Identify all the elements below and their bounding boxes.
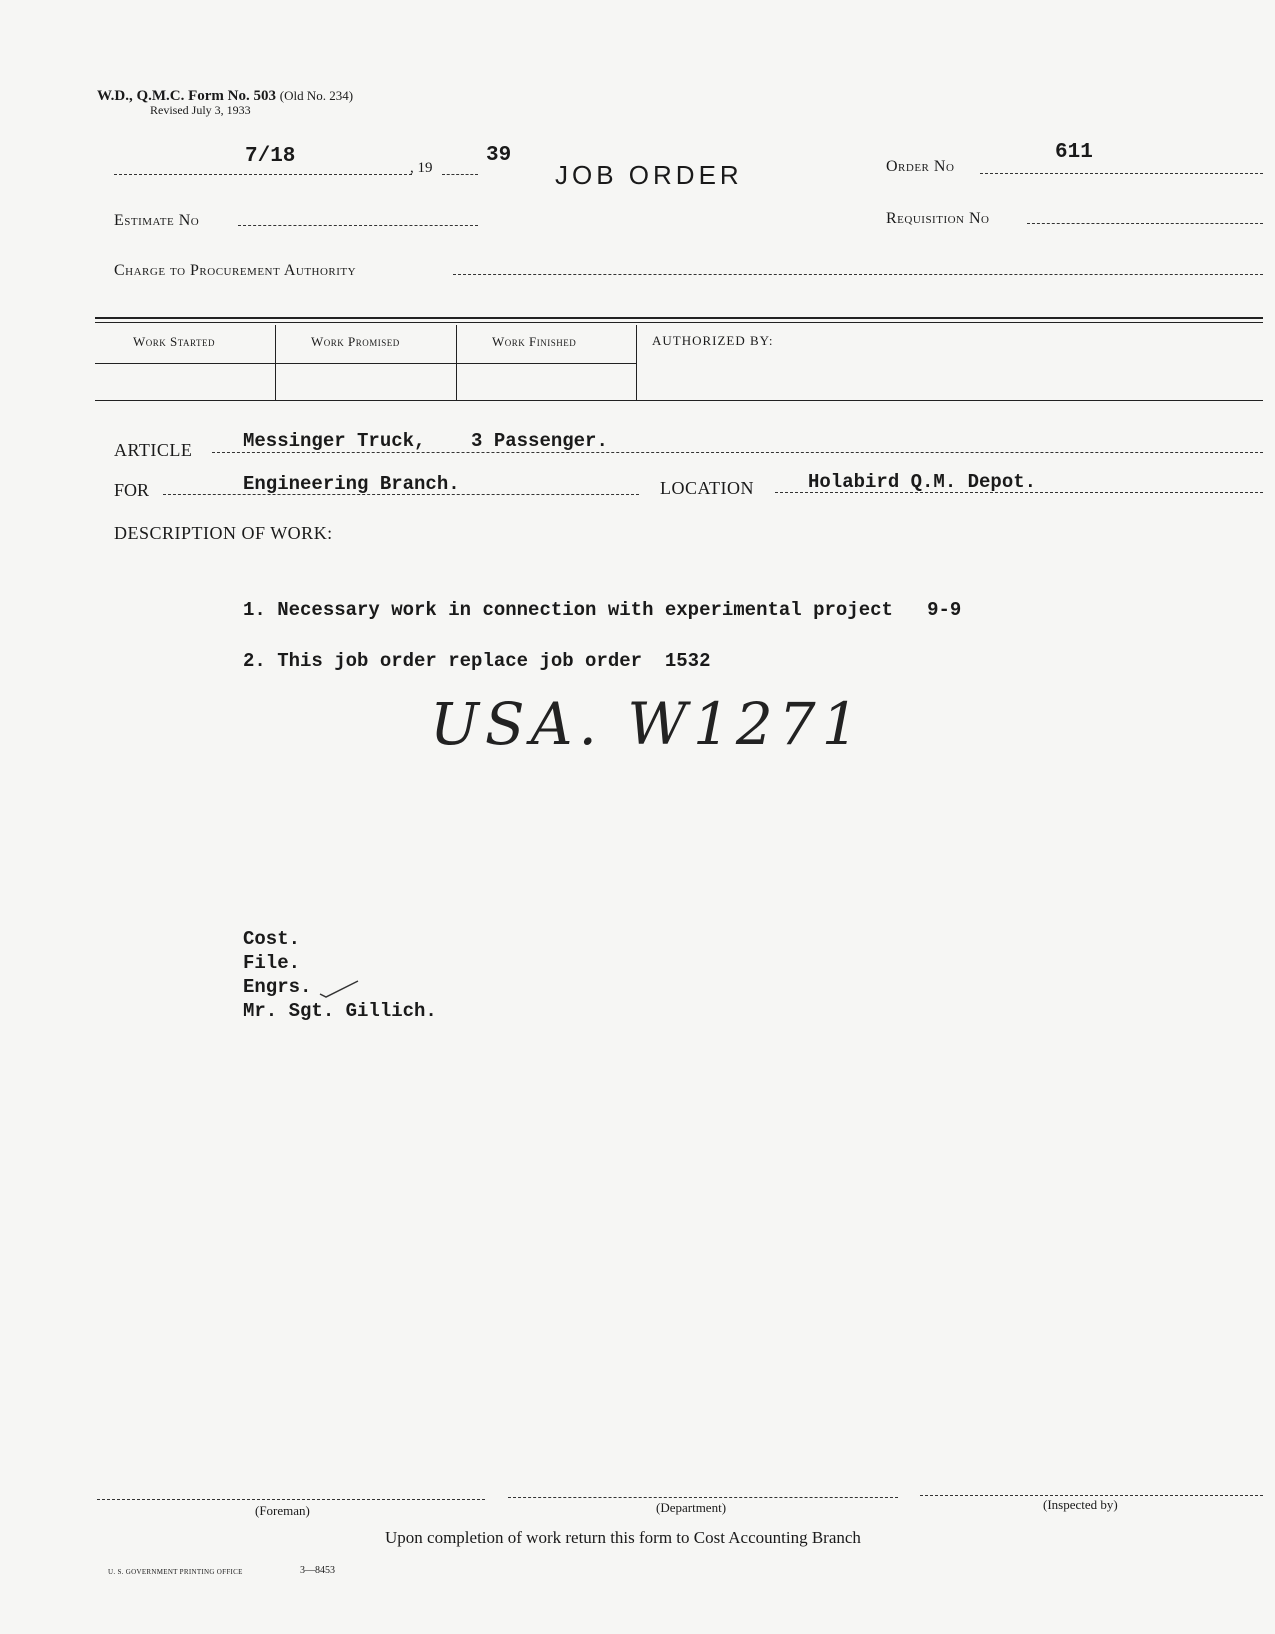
distribution-item: Engrs. bbox=[243, 976, 312, 998]
description-label: DESCRIPTION OF WORK: bbox=[114, 523, 333, 543]
department-line bbox=[508, 1497, 898, 1498]
work-finished-header: Work Finished bbox=[492, 334, 577, 349]
form-title: JOB ORDER bbox=[555, 160, 743, 190]
article-line bbox=[212, 452, 1263, 453]
check-mark-icon bbox=[318, 978, 360, 998]
table-top-rule-1 bbox=[95, 317, 1263, 319]
requisition-line bbox=[1027, 223, 1263, 224]
article-value[interactable]: Messinger Truck, 3 Passenger. bbox=[243, 430, 608, 452]
distribution-item: Mr. Sgt. Gillich. bbox=[243, 1000, 437, 1022]
table-top-rule-2 bbox=[95, 322, 1263, 323]
year-line bbox=[442, 174, 478, 175]
date-line bbox=[114, 174, 412, 175]
year-prefix: , 19 bbox=[410, 160, 433, 176]
work-item-1: 1. Necessary work in connection with experimental project 9-9 bbox=[243, 599, 962, 621]
work-started-header: Work Started bbox=[133, 334, 215, 349]
inspected-label: (Inspected by) bbox=[1043, 1497, 1118, 1512]
table-bottom-rule bbox=[95, 400, 1263, 401]
estimate-label: Estimate No bbox=[114, 212, 200, 229]
location-value[interactable]: Holabird Q.M. Depot. bbox=[808, 471, 1037, 493]
form-number: W.D., Q.M.C. Form No. 503 bbox=[97, 88, 277, 104]
foreman-line bbox=[97, 1499, 485, 1500]
work-item-2: 2. This job order replace job order 1532 bbox=[243, 650, 711, 672]
inspected-line bbox=[920, 1495, 1263, 1496]
order-value[interactable]: 611 bbox=[1055, 141, 1093, 164]
date-value[interactable]: 7/18 bbox=[245, 145, 296, 168]
printer-credit: U. S. GOVERNMENT PRINTING OFFICE bbox=[108, 1568, 243, 1576]
location-label: LOCATION bbox=[660, 478, 754, 498]
table-divider-3 bbox=[636, 325, 637, 400]
table-header-rule bbox=[95, 363, 636, 364]
order-label: Order No bbox=[886, 158, 955, 175]
distribution-item: Cost. bbox=[243, 928, 301, 950]
distribution-item: File. bbox=[243, 952, 301, 974]
handwritten-annotation: USA. W1271 bbox=[430, 690, 865, 758]
order-line bbox=[980, 173, 1263, 174]
for-label: FOR bbox=[114, 480, 150, 500]
year-value[interactable]: 39 bbox=[486, 144, 512, 167]
department-label: (Department) bbox=[656, 1500, 727, 1515]
foreman-label: (Foreman) bbox=[255, 1503, 310, 1518]
return-instruction: Upon completion of work return this form to Cost Accounting Branch bbox=[385, 1528, 861, 1547]
work-promised-header: Work Promised bbox=[311, 334, 400, 349]
authorized-by-label: AUTHORIZED BY: bbox=[652, 333, 774, 348]
article-label: ARTICLE bbox=[114, 440, 193, 460]
for-value[interactable]: Engineering Branch. bbox=[243, 473, 460, 495]
printer-code: 3—8453 bbox=[300, 1565, 335, 1576]
requisition-label: Requisition No bbox=[886, 210, 990, 227]
estimate-line bbox=[238, 225, 478, 226]
form-old-number: (Old No. 234) bbox=[279, 88, 354, 103]
form-revised: Revised July 3, 1933 bbox=[150, 103, 251, 117]
charge-line bbox=[453, 274, 1263, 275]
charge-label: Charge to Procurement Authority bbox=[114, 262, 357, 279]
